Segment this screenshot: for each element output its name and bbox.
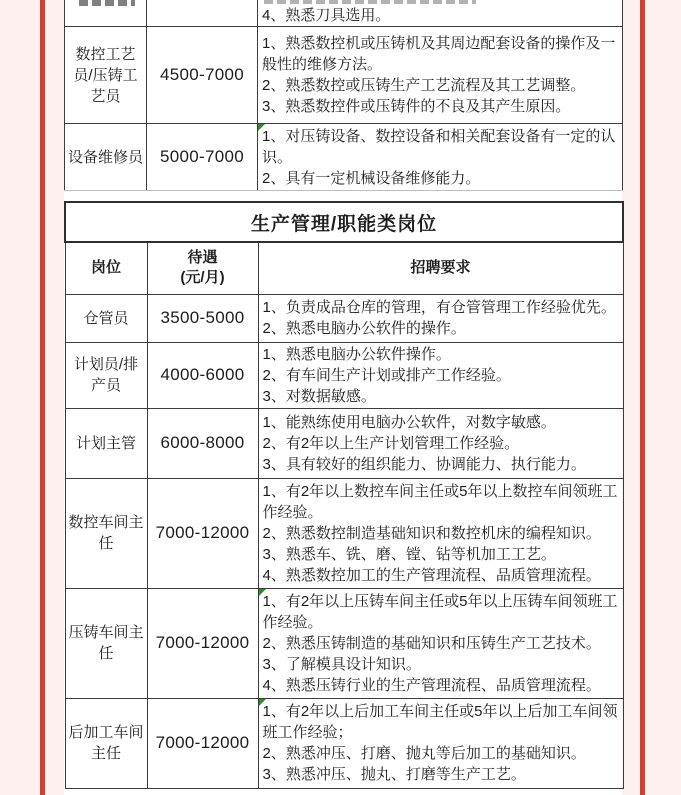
requirement-line: 4、熟悉数控加工的生产管理流程、品质管理流程。 <box>262 566 601 584</box>
requirement-line: 2、有车间生产计划或排产工作经验。 <box>262 366 511 384</box>
header-position: 岗位 <box>65 242 147 294</box>
requirement-line: 3、熟悉数控件或压铸件的不良及其产生原因。 <box>262 98 571 115</box>
requirement-line: 3、了解模具设计知识。 <box>262 655 421 673</box>
table-row <box>65 478 623 588</box>
technical-positions-table <box>64 0 623 191</box>
requirements-cell <box>258 0 623 27</box>
table-title: 生产管理/职能类岗位 <box>65 202 623 242</box>
requirement-line: 3、具有较好的组织能力、协调能力、执行能力。 <box>262 455 586 473</box>
requirement-line: 4、熟悉压铸行业的生产管理流程、品质管理流程。 <box>262 676 601 694</box>
table-header-row <box>65 242 623 294</box>
header-salary <box>147 242 258 294</box>
position-cell: 压铸车间主任 <box>65 588 147 698</box>
requirement-line: 2、熟悉电脑办公软件的操作。 <box>262 320 466 337</box>
table-row <box>65 408 623 478</box>
header-salary-line1: 待遇 <box>187 249 218 267</box>
requirement-line: 3、熟悉冲压、抛丸、打磨等生产工艺。 <box>262 766 526 783</box>
table-row-clipped <box>65 0 623 27</box>
requirement-line: 2、熟悉数控或压铸生产工艺流程及其工艺调整。 <box>262 77 586 94</box>
salary-cell: 7000-12000 <box>147 478 258 588</box>
requirements-cell <box>258 588 623 698</box>
position-cell: 设备维修员 <box>65 124 147 191</box>
requirement-line: 2、熟悉冲压、打磨、抛丸等后加工的基础知识。 <box>262 745 586 762</box>
table-row <box>65 698 623 788</box>
position-cell: 数控工艺员/压铸工艺员 <box>65 27 147 124</box>
requirements-cell <box>258 408 623 478</box>
position-cell: 计划主管 <box>65 408 147 478</box>
cell-corner-marker-icon <box>259 699 266 706</box>
salary-cell: 4000-6000 <box>147 342 258 408</box>
requirements-cell <box>258 478 623 588</box>
salary-cell: 5000-7000 <box>147 124 258 191</box>
salary-cell: 4500-7000 <box>147 27 258 124</box>
requirements-cell <box>258 294 623 342</box>
cell-corner-marker-icon <box>259 589 266 596</box>
requirement-line: 2、有2年以上生产计划管理工作经验。 <box>262 434 520 452</box>
header-requirements: 招聘要求 <box>258 242 623 294</box>
management-positions-table <box>64 201 624 789</box>
requirement-line: 3、熟悉车、铣、磨、镗、钻等机加工工艺。 <box>262 545 556 563</box>
salary-cell <box>147 0 258 27</box>
position-cell: 仓管员 <box>65 294 147 342</box>
salary-cell: 6000-8000 <box>147 408 258 478</box>
table-row <box>65 27 623 124</box>
requirement-line: 1、有2年以上数控车间主任或5年以上数控车间领班工作经验。 <box>262 482 618 521</box>
table-row <box>65 294 623 342</box>
requirement-line: 2、熟悉压铸制造的基础知识和压铸生产工艺技术。 <box>262 634 601 652</box>
requirement-line: 1、对压铸设备、数控设备和相关配套设备有一定的认识。 <box>262 127 616 166</box>
requirements-cell <box>258 698 623 788</box>
cell-corner-marker-icon <box>258 124 265 131</box>
requirement-line: 2、具有一定机械设备维修能力。 <box>262 169 481 187</box>
table-row <box>65 342 623 408</box>
requirement-line: 1、熟悉电脑办公软件操作。 <box>262 345 451 363</box>
right-accent-line <box>640 0 645 795</box>
requirement-line: 4、熟悉刀具选用。 <box>262 7 391 24</box>
position-cell: 数控车间主任 <box>65 478 147 588</box>
position-cell: 后加工车间主任 <box>65 698 147 788</box>
position-cell <box>65 0 147 27</box>
clipped-text-fragment <box>264 0 476 4</box>
table-row <box>65 124 623 191</box>
requirements-cell <box>258 342 623 408</box>
table-row <box>65 588 623 698</box>
requirement-line: 1、熟悉数控机或压铸机及其周边配套设备的操作及一般性的维修方法。 <box>262 35 616 73</box>
left-accent-line <box>40 0 45 795</box>
requirement-line: 1、负责成品仓库的管理，有仓管管理工作经验优先。 <box>262 299 616 316</box>
requirement-line: 1、有2年以上压铸车间主任或5年以上压铸车间领班工作经验。 <box>262 592 618 631</box>
requirement-line: 1、能熟练使用电脑办公软件，对数字敏感。 <box>262 413 556 431</box>
header-salary-line2: (元/月) <box>180 269 225 287</box>
requirement-line: 1、有2年以上后加工车间主任或5年以上后加工车间领班工作经验； <box>262 703 618 741</box>
salary-cell: 7000-12000 <box>147 698 258 788</box>
table-title-row <box>65 202 623 242</box>
salary-cell: 3500-5000 <box>147 294 258 342</box>
position-cell: 计划员/排产员 <box>65 342 147 408</box>
requirement-line: 3、对数据敏感。 <box>262 387 376 405</box>
requirements-cell <box>258 27 623 124</box>
requirements-cell <box>258 124 623 191</box>
salary-cell: 7000-12000 <box>147 588 258 698</box>
requirement-line: 2、熟悉数控制造基础知识和数控机床的编程知识。 <box>262 524 601 542</box>
clipped-text-fragment <box>79 0 135 6</box>
